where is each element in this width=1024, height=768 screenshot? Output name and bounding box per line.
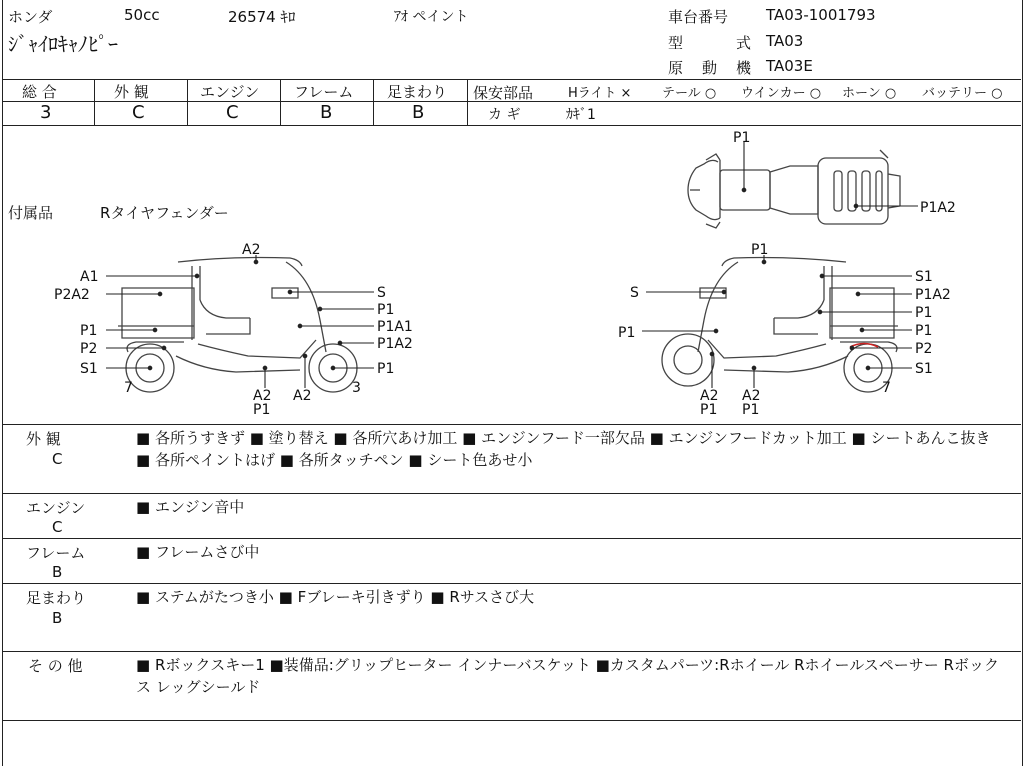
diagram-right-label: A2 bbox=[742, 388, 761, 404]
divider bbox=[468, 101, 1021, 102]
p2-highlight-mark bbox=[850, 344, 878, 348]
model-name: ｼﾞｬｲﾛｷｬﾉﾋﾟｰ bbox=[8, 32, 118, 56]
diagram-right-label: S1 bbox=[915, 269, 933, 285]
divider bbox=[280, 79, 281, 125]
exterior-grade: C bbox=[132, 102, 145, 123]
divider bbox=[2, 424, 1021, 425]
frame-grade: B bbox=[320, 102, 333, 123]
diagram-left-label: A1 bbox=[80, 269, 99, 285]
diagram-left-label: P1 bbox=[377, 361, 395, 377]
vehicle-diagrams bbox=[0, 126, 1024, 424]
diagram-right-pointers bbox=[642, 255, 912, 388]
diagram-right-label: 7 bbox=[882, 380, 891, 396]
frame-grade-label: フレーム bbox=[294, 83, 354, 101]
diagram-right-label: P2 bbox=[915, 341, 933, 357]
diagram-left-label: A2 bbox=[242, 242, 261, 258]
safety-tail: テール ○ bbox=[662, 86, 717, 101]
divider bbox=[187, 79, 188, 125]
key-label: カ ギ bbox=[488, 107, 521, 123]
type-label-1: 型 bbox=[668, 34, 684, 52]
section-suspension-grade: B bbox=[52, 609, 63, 627]
safety-winker: ウインカー ○ bbox=[741, 86, 822, 101]
mileage: 26574 ｷﾛ bbox=[228, 8, 296, 26]
section-exterior-text: ■ 各所うすきず ■ 塗り替え ■ 各所穴あけ加工 ■ エンジンフード一部欠品 ■ エンジンフードカット加工 ■ シートあんこ抜き ■ 各所ペイントはげ ■ 各所タッチペン ■ シート色あせ小 bbox=[136, 429, 991, 469]
accessories-value: Rタイヤフェンダー bbox=[100, 204, 229, 222]
section-suspension-label: 足まわり bbox=[26, 589, 87, 607]
divider bbox=[373, 79, 374, 125]
divider bbox=[2, 583, 1021, 584]
section-exterior-grade: C bbox=[52, 450, 63, 468]
diagram-left-label: A2 bbox=[253, 388, 272, 404]
suspension-grade: B bbox=[412, 102, 425, 123]
engine-label-1: 原 bbox=[668, 59, 684, 77]
diagram-left-label: P1A1 bbox=[377, 319, 413, 335]
divider bbox=[2, 493, 1021, 494]
divider bbox=[2, 720, 1021, 721]
type-value: TA03 bbox=[766, 32, 804, 50]
diagram-right-label: P1 bbox=[751, 242, 769, 258]
diagram-left-label: P2 bbox=[80, 341, 98, 357]
engine-grade-label: エンジン bbox=[200, 83, 260, 101]
section-engine-grade: C bbox=[52, 518, 63, 536]
divider bbox=[2, 538, 1021, 539]
diagram-top-label: P1 bbox=[733, 130, 751, 146]
diagram-left-label: A2 bbox=[293, 388, 312, 404]
engine-grade: C bbox=[226, 102, 239, 123]
divider bbox=[467, 79, 468, 125]
safety-horn: ホーン ○ bbox=[842, 86, 897, 101]
exterior-label: 外 観 bbox=[114, 83, 149, 101]
safety-headlight: Hライト × bbox=[568, 86, 632, 101]
divider bbox=[2, 79, 1021, 80]
key-value: ｶｷﾞ1 bbox=[566, 107, 596, 123]
diagram-left-label: 3 bbox=[352, 380, 361, 396]
color: ｱｵ ペイント bbox=[394, 9, 469, 25]
overall-label: 総 合 bbox=[22, 83, 57, 101]
section-suspension-text: ■ ステムがたつき小 ■ Fブレーキ引きずり ■ Rサスさび大 bbox=[136, 588, 535, 606]
section-frame-text: ■ フレームさび中 bbox=[136, 543, 260, 561]
diagram-right-label: S bbox=[630, 285, 639, 301]
type-label-2: 式 bbox=[736, 34, 752, 52]
engine-label-2: 動 bbox=[702, 59, 718, 77]
diagram-left-view bbox=[118, 258, 357, 393]
diagram-left-label: P1 bbox=[377, 302, 395, 318]
suspension-grade-label: 足まわり bbox=[387, 83, 448, 101]
accessories-label: 付属品 bbox=[8, 204, 54, 222]
diagram-left-label: P1A2 bbox=[377, 336, 413, 352]
diagram-right-label: P1A2 bbox=[915, 287, 951, 303]
diagram-left-label: 7 bbox=[124, 380, 133, 396]
safety-label: 保安部品 bbox=[473, 84, 534, 102]
frame-no: TA03-1001793 bbox=[766, 6, 876, 24]
diagram-left-pointers bbox=[106, 255, 374, 388]
diagram-right-view bbox=[662, 258, 898, 393]
section-other-label: そ の 他 bbox=[28, 657, 83, 675]
diagram-right-label: P1 bbox=[700, 402, 718, 418]
section-engine-label: エンジン bbox=[26, 499, 86, 517]
diagram-left-label: S1 bbox=[80, 361, 98, 377]
diagram-right-label: P1 bbox=[915, 305, 933, 321]
section-frame-grade: B bbox=[52, 563, 63, 581]
diagram-top-view bbox=[688, 150, 900, 228]
section-engine-text: ■ エンジン音中 bbox=[136, 498, 245, 516]
diagram-left-label: S bbox=[377, 285, 386, 301]
overall-grade: 3 bbox=[40, 102, 52, 123]
frame-no-label: 車台番号 bbox=[668, 8, 729, 26]
diagram-top-label: P1A2 bbox=[920, 200, 956, 216]
diagram-left-label: P1 bbox=[80, 323, 98, 339]
maker: ホンダ bbox=[8, 8, 53, 26]
section-other-text: ■ Rボックスキー1 ■装備品:グリップヒーター インナーバスケット ■カスタムパーツ:Rホイール Rホイールスペーサー Rボックス レッグシールド bbox=[136, 656, 999, 696]
diagram-right-label: P1 bbox=[618, 325, 636, 341]
section-exterior-label: 外 観 bbox=[26, 430, 61, 448]
divider bbox=[94, 79, 95, 125]
engine-value: TA03E bbox=[766, 57, 813, 75]
engine-label-3: 機 bbox=[736, 59, 752, 77]
diagram-right-label: S1 bbox=[915, 361, 933, 377]
divider bbox=[2, 651, 1021, 652]
safety-battery: バッテリー ○ bbox=[922, 86, 1003, 101]
diagram-right-label: P1 bbox=[742, 402, 760, 418]
diagram-left-label: P2A2 bbox=[54, 287, 90, 303]
section-frame-label: フレーム bbox=[26, 544, 86, 562]
diagram-left-label: P1 bbox=[253, 402, 271, 418]
diagram-right-label: P1 bbox=[915, 323, 933, 339]
diagram-right-label: A2 bbox=[700, 388, 719, 404]
displacement: 50cc bbox=[124, 6, 160, 24]
